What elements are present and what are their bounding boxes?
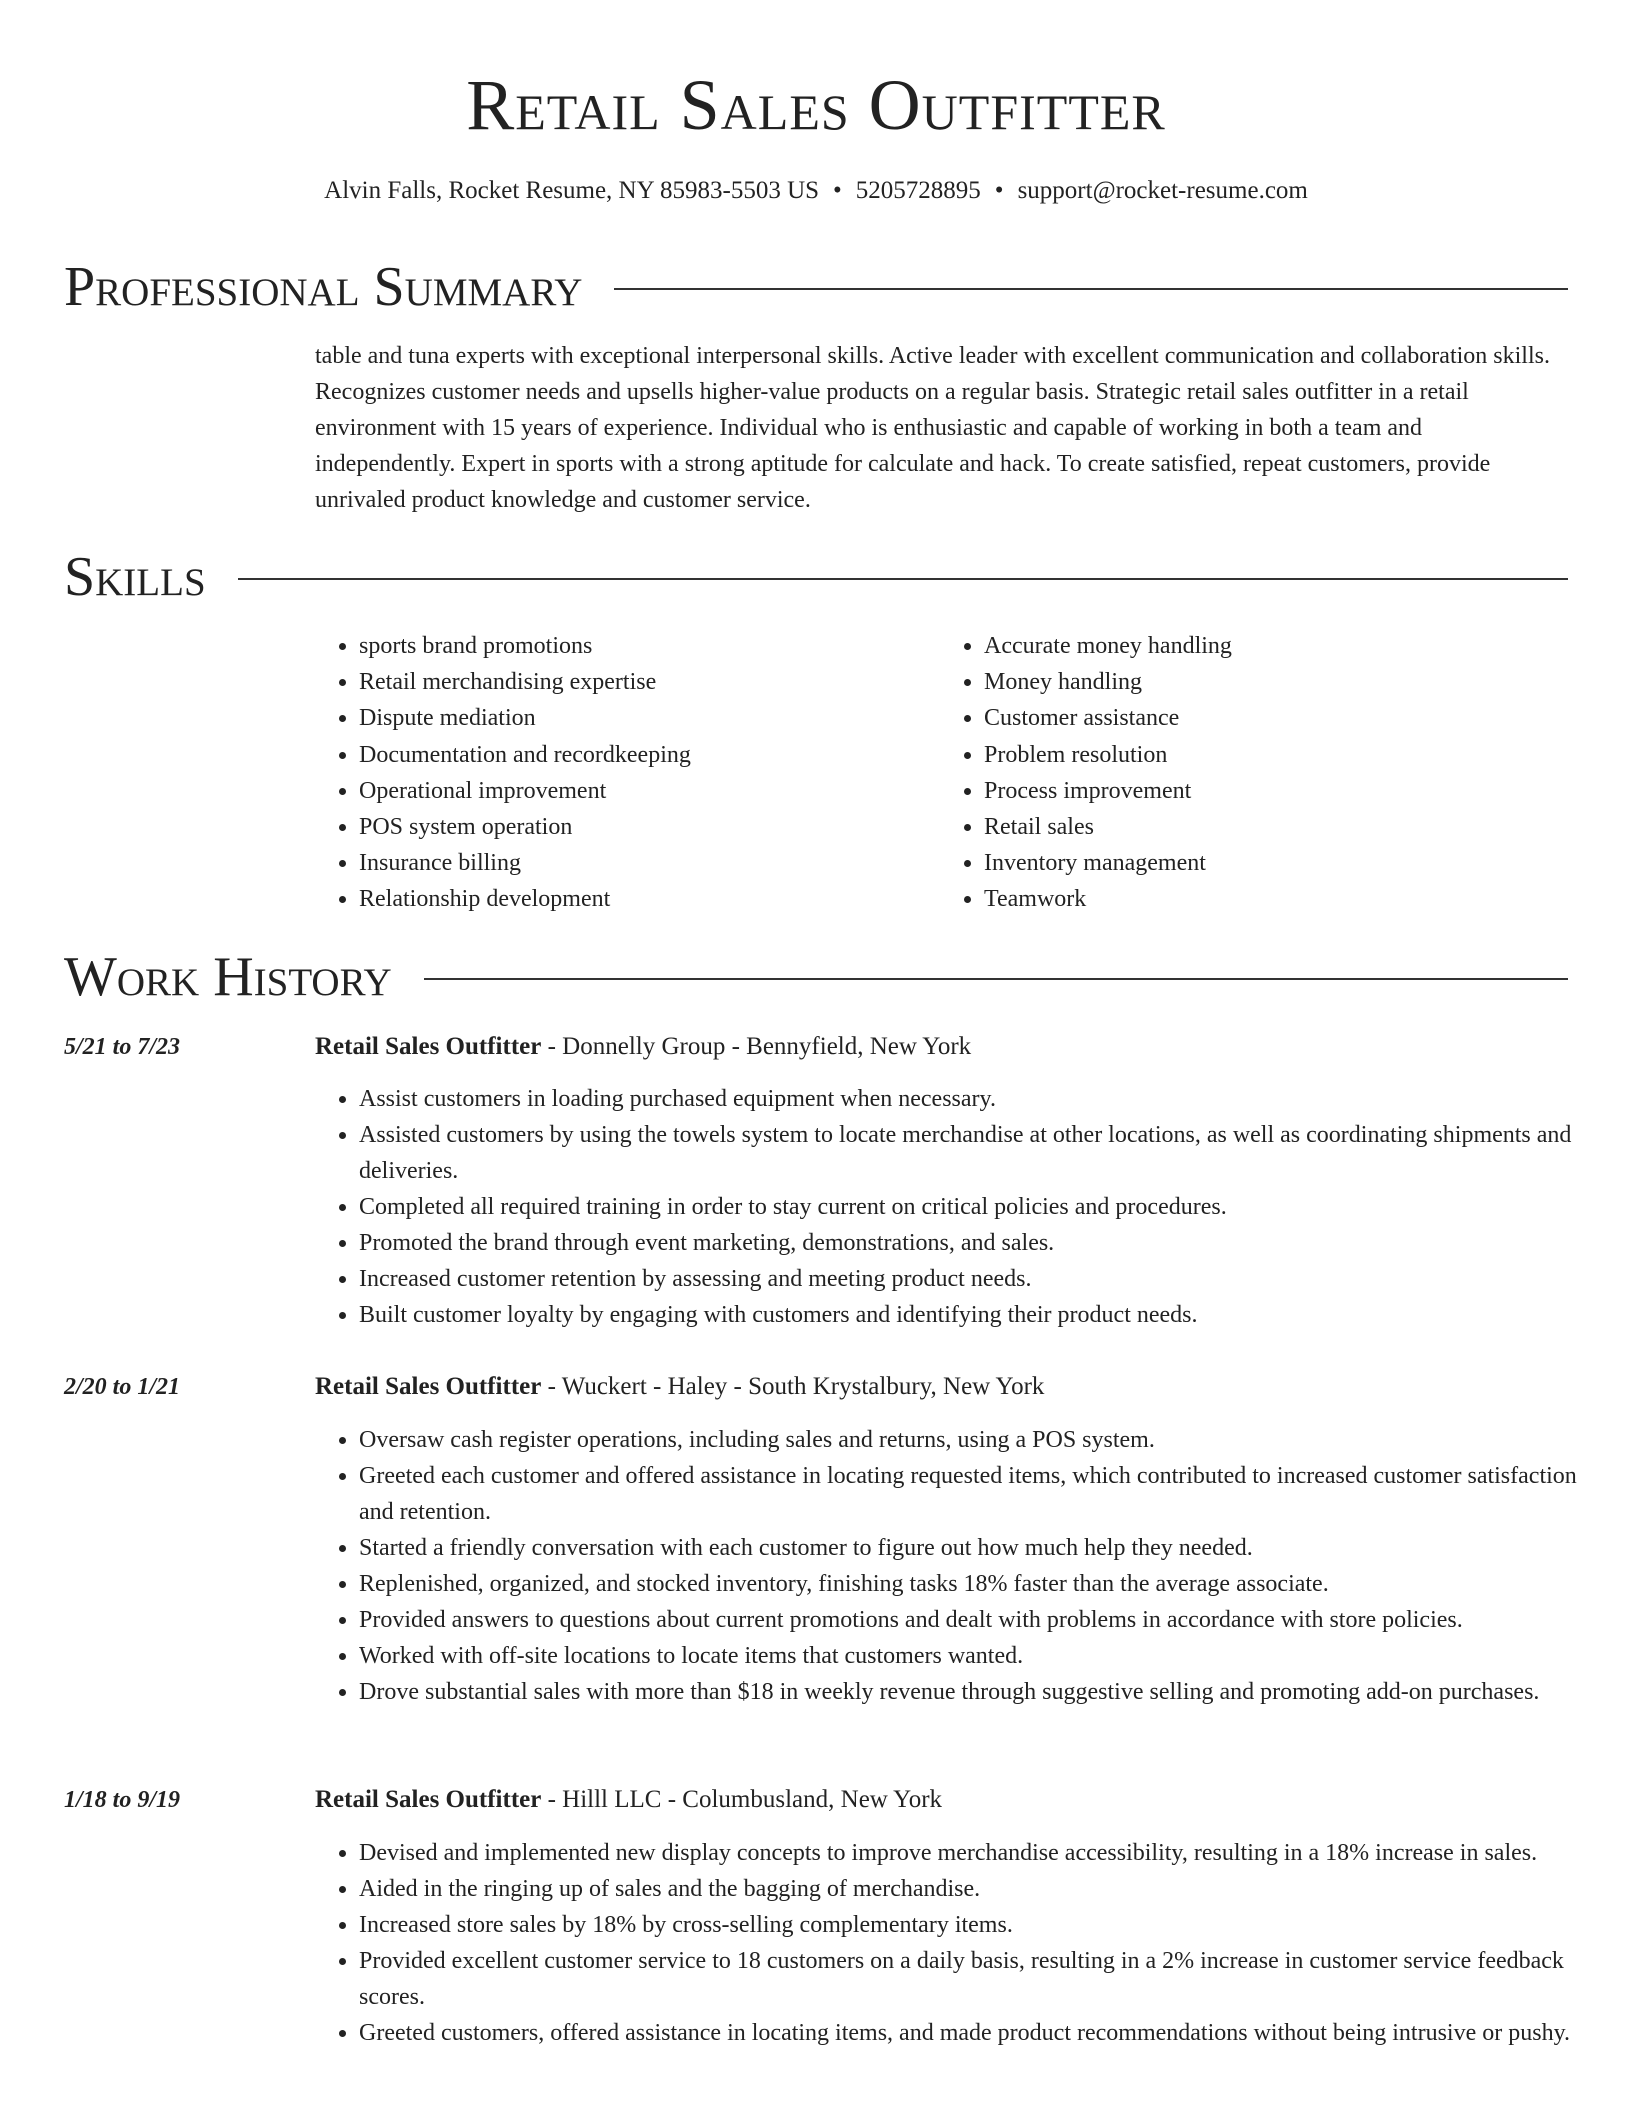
skill-item: • Relationship development (359, 881, 940, 917)
skill-item: • Operational improvement (359, 773, 940, 809)
job-heading (315, 1369, 1565, 1405)
summary-text: table and tuna experts with exceptional interpersonal skills. Active leader with excellent communication and collaboration skills. Recognizes customer needs and upsells higher-value products on a regular basis. Strategic retail sales outfitter in a retail environment with 15 years of experience. Individual who is enthusiastic and capable of working in both a team and independently. Expert in sports with a strong aptitude for calculate and hack. To create satisfied, repeat customers, provide unrivaled product knowledge and customer service. (315, 343, 1550, 513)
skill-item: • Retail merchandising expertise (359, 664, 940, 700)
skill-item: • Insurance billing (359, 845, 940, 881)
section-divider (424, 978, 1568, 980)
job-bullets (315, 1835, 1609, 2051)
skill-item: • Retail sales (984, 809, 1565, 845)
skills-heading: Skills (64, 546, 206, 608)
contact-line (0, 175, 1632, 207)
contact-separator: • (994, 177, 1004, 204)
job-employer: - Hilll LLC - Columbusland, New York (541, 1786, 943, 1813)
contact-email: support@rocket-resume.com (1017, 177, 1308, 204)
skills-column-left (315, 628, 940, 918)
job-bullet: • Increased customer retention by assessing and meeting product needs. (359, 1261, 1609, 1297)
contact-phone: 5205728895 (855, 177, 981, 204)
skill-item: • Customer assistance (984, 700, 1565, 736)
job-bullet: • Assisted customers by using the towels system to locate merchandise at other locations, as well as coordinating shipments and deliveries. (359, 1117, 1609, 1189)
job-bullet: • Built customer loyalty by engaging with customers and identifying their product needs. (359, 1297, 1609, 1333)
job-bullet: • Started a friendly conversation with each customer to figure out how much help they needed. (359, 1530, 1609, 1566)
job-bullet: • Greeted customers, offered assistance in locating items, and made product recommendations without being intrusive or pushy. (359, 2015, 1609, 2051)
resume-name: Retail Sales Outfitter (466, 65, 1166, 145)
skills-list (315, 628, 1565, 918)
job-employer: - Donnelly Group - Bennyfield, New York (541, 1033, 972, 1060)
skills-column-right (940, 628, 1565, 918)
job-bullet: • Promoted the brand through event marketing, demonstrations, and sales. (359, 1225, 1609, 1261)
job-bullet: • Devised and implemented new display concepts to improve merchandise accessibility, resulting in a 18% increase in sales. (359, 1835, 1609, 1871)
skill-item: • Problem resolution (984, 737, 1565, 773)
contact-separator: • (833, 177, 842, 204)
job-bullet: • Replenished, organized, and stocked inventory, finishing tasks 18% faster than the average associate. (359, 1566, 1609, 1602)
job-bullet: • Provided excellent customer service to 18 customers on a daily basis, resulting in a 2% increase in customer service feedback scores. (359, 1943, 1609, 2015)
job-employer: - Wuckert - Haley - South Krystalbury, New York (541, 1373, 1045, 1400)
work-section-header (64, 942, 1568, 1012)
summary-heading: Professional Summary (64, 256, 583, 318)
section-divider (614, 288, 1568, 290)
job-title: Retail Sales Outfitter (315, 1033, 542, 1060)
job-bullet: • Greeted each customer and offered assistance in locating requested items, which contributed to increased customer satisfaction and retention. (359, 1458, 1609, 1530)
job-bullets (315, 1081, 1609, 1333)
skill-item: • POS system operation (359, 809, 940, 845)
work-heading: Work History (64, 946, 392, 1008)
job-heading (315, 1782, 1565, 1818)
job-dates: 2/20 to 1/21 (64, 1374, 181, 1400)
section-divider (238, 578, 1568, 580)
job-bullet: • Provided answers to questions about current promotions and dealt with problems in accordance with store policies. (359, 1602, 1609, 1638)
job-heading (315, 1029, 1565, 1065)
skill-item: • Inventory management (984, 845, 1565, 881)
job-title: Retail Sales Outfitter (315, 1786, 542, 1813)
job-bullets (315, 1422, 1609, 1710)
job-bullet: • Oversaw cash register operations, including sales and returns, using a POS system. (359, 1422, 1609, 1458)
job-bullet: • Drove substantial sales with more than $18 in weekly revenue through suggestive selling and promoting add-on purchases. (359, 1674, 1609, 1710)
skill-item: • Documentation and recordkeeping (359, 737, 940, 773)
contact-address: Alvin Falls, Rocket Resume, NY 85983-5503 US (324, 177, 820, 204)
skill-item: • Accurate money handling (984, 628, 1565, 664)
job-bullet: • Increased store sales by 18% by cross-selling complementary items. (359, 1907, 1609, 1943)
skill-item: • Money handling (984, 664, 1565, 700)
job-bullet: • Worked with off-site locations to locate items that customers wanted. (359, 1638, 1609, 1674)
summary-section-header (64, 252, 1568, 322)
job-title: Retail Sales Outfitter (315, 1373, 542, 1400)
job-bullet: • Completed all required training in order to stay current on critical policies and procedures. (359, 1189, 1609, 1225)
skills-section-header (64, 542, 1568, 612)
job-dates: 5/21 to 7/23 (64, 1034, 181, 1060)
skill-item: • Dispute mediation (359, 700, 940, 736)
job-dates: 1/18 to 9/19 (64, 1787, 181, 1813)
skill-item: • Teamwork (984, 881, 1565, 917)
job-bullet: • Aided in the ringing up of sales and the bagging of merchandise. (359, 1871, 1609, 1907)
skill-item: • Process improvement (984, 773, 1565, 809)
skill-item: • sports brand promotions (359, 628, 940, 664)
job-bullet: • Assist customers in loading purchased equipment when necessary. (359, 1081, 1609, 1117)
